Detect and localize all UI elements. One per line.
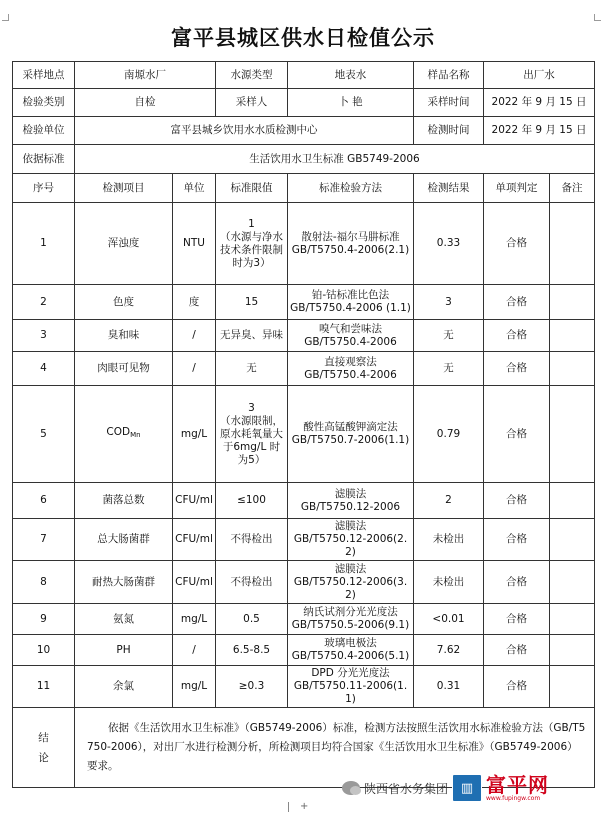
row-number: 5: [13, 386, 75, 483]
unit: /: [173, 320, 216, 352]
note: [550, 666, 595, 708]
sample-name-value: 出厂水: [484, 62, 595, 89]
info-row: [13, 145, 595, 174]
note: [550, 483, 595, 519]
info-row: [13, 117, 595, 145]
conclusion-text: 依据《生活饮用水卫生标准》（GB5749-2006）标准，检测方法按照生活饮用水标准检验方法（GB/T5750-2006），对出厂水进行检测分析，所检测项目均符合国家《生活饮用水卫生标准》（GB5749-2006）要求。: [75, 708, 595, 788]
test-item: 色度: [75, 285, 173, 320]
watermark: [342, 774, 549, 802]
row-number: 8: [13, 561, 75, 604]
test-method: 滤膜法 GB/T5750.12-2006: [288, 483, 414, 519]
sampler-value: 卜 艳: [288, 89, 414, 117]
sampling-time-value: 2022 年 9 月 15 日: [484, 89, 595, 117]
row-number: 6: [13, 483, 75, 519]
note: [550, 320, 595, 352]
standard-limit: 不得检出: [216, 561, 288, 604]
test-result: 未检出: [414, 561, 484, 604]
test-method: 铂-钴标准比色法 GB/T5750.4-2006 (1.1): [288, 285, 414, 320]
table-row: [13, 519, 595, 561]
test-result: 未检出: [414, 519, 484, 561]
note: [550, 635, 595, 666]
unit: 度: [173, 285, 216, 320]
note: [550, 386, 595, 483]
sample-name-label: 样品名称: [414, 62, 484, 89]
source-type-value: 地表水: [288, 62, 414, 89]
judgement: 合格: [484, 352, 550, 386]
table-row: [13, 203, 595, 285]
test-result: 无: [414, 352, 484, 386]
judgement: 合格: [484, 285, 550, 320]
sampler-label: 采样人: [216, 89, 288, 117]
test-method: DPD 分光光度法 GB/T5750.11-2006(1.1): [288, 666, 414, 708]
site-logo: [486, 772, 550, 802]
table-row: [13, 352, 595, 386]
test-category-value: 自检: [75, 89, 216, 117]
test-unit-value: 富平县城乡饮用水水质检测中心: [75, 117, 414, 145]
test-time-value: 2022 年 9 月 15 日: [484, 117, 595, 145]
row-number: 9: [13, 604, 75, 635]
test-item: 肉眼可见物: [75, 352, 173, 386]
unit: NTU: [173, 203, 216, 285]
test-item: 耐热大肠菌群: [75, 561, 173, 604]
judgement: 合格: [484, 604, 550, 635]
test-method: 散射法-福尔马肼标准 GB/T5750.4-2006(2.1): [288, 203, 414, 285]
table-row: [13, 561, 595, 604]
sampling-time-label: 采样时间: [414, 89, 484, 117]
site-logo-url: www.fupingw.com: [486, 794, 541, 802]
sampling-site-value: 南塬水厂: [75, 62, 216, 89]
standard-limit: 无: [216, 352, 288, 386]
info-row: [13, 62, 595, 89]
row-number: 2: [13, 285, 75, 320]
column-header: 检测项目: [75, 174, 173, 203]
test-item: 菌落总数: [75, 483, 173, 519]
judgement: 合格: [484, 635, 550, 666]
standard-limit: 1 （水源与净水技术条件限制时为3）: [216, 203, 288, 285]
source-type-label: 水源类型: [216, 62, 288, 89]
test-result: 0.31: [414, 666, 484, 708]
judgement: 合格: [484, 203, 550, 285]
test-item: PH: [75, 635, 173, 666]
unit: /: [173, 635, 216, 666]
conclusion-label-char: 结: [38, 731, 49, 744]
water-quality-table: [12, 61, 595, 788]
page-title: 富平县城区供水日检值公示: [171, 25, 435, 50]
add-icon[interactable]: +: [300, 801, 309, 812]
unit: CFU/ml: [173, 483, 216, 519]
test-result: 2: [414, 483, 484, 519]
table-row: [13, 285, 595, 320]
note: [550, 285, 595, 320]
test-item: 臭和味: [75, 320, 173, 352]
test-item-subscript: Mn: [130, 431, 141, 439]
column-header: 标准检验方法: [288, 174, 414, 203]
conclusion-label: [13, 708, 75, 788]
row-number: 1: [13, 203, 75, 285]
row-number: 7: [13, 519, 75, 561]
note: [550, 519, 595, 561]
table-row: [13, 666, 595, 708]
standard-limit: ≥0.3: [216, 666, 288, 708]
column-header-row: [13, 174, 595, 203]
judgement: 合格: [484, 666, 550, 708]
column-header: 标准限值: [216, 174, 288, 203]
column-header: 单项判定: [484, 174, 550, 203]
unit: CFU/ml: [173, 561, 216, 604]
standard-limit: ≤100: [216, 483, 288, 519]
wechat-icon: [342, 781, 360, 795]
sampling-site-label: 采样地点: [13, 62, 75, 89]
standard-limit: 不得检出: [216, 519, 288, 561]
test-item: 氨氮: [75, 604, 173, 635]
column-header: 单位: [173, 174, 216, 203]
watermark-source: 陕西省水务集团: [364, 781, 449, 796]
test-method: 纳氏试剂分光光度法 GB/T5750.5-2006(9.1): [288, 604, 414, 635]
column-header: 备注: [550, 174, 595, 203]
row-number: 11: [13, 666, 75, 708]
standard-limit: 0.5: [216, 604, 288, 635]
table-row: [13, 604, 595, 635]
note: [550, 561, 595, 604]
judgement: 合格: [484, 561, 550, 604]
standard-value: 生活饮用水卫生标准 GB5749-2006: [75, 145, 595, 174]
row-number: 4: [13, 352, 75, 386]
column-header: 检测结果: [414, 174, 484, 203]
test-method: 滤膜法 GB/T5750.12-2006(3.2): [288, 561, 414, 604]
test-item: 总大肠菌群: [75, 519, 173, 561]
page-marker: [288, 802, 289, 812]
standard-limit: 3 （水源限制，原水耗氧量大于6mg/L 时为5）: [216, 386, 288, 483]
page-corner-mark: [2, 14, 9, 21]
note: [550, 352, 595, 386]
test-result: 无: [414, 320, 484, 352]
building-icon: ▥: [452, 774, 482, 802]
test-unit-label: 检验单位: [13, 117, 75, 145]
conclusion-label-char: 论: [38, 751, 49, 764]
judgement: 合格: [484, 386, 550, 483]
unit: mg/L: [173, 386, 216, 483]
table-row: [13, 635, 595, 666]
row-number: 10: [13, 635, 75, 666]
table-row: [13, 320, 595, 352]
table-row: [13, 483, 595, 519]
test-item: [75, 386, 173, 483]
test-time-label: 检测时间: [414, 117, 484, 145]
column-header: 序号: [13, 174, 75, 203]
row-number: 3: [13, 320, 75, 352]
unit: mg/L: [173, 604, 216, 635]
test-item-main: COD: [106, 426, 131, 438]
test-result: 3: [414, 285, 484, 320]
test-method: 直接观察法 GB/T5750.4-2006: [288, 352, 414, 386]
standard-label: 依据标准: [13, 145, 75, 174]
test-method: 酸性高锰酸钾滴定法 GB/T5750.7-2006(1.1): [288, 386, 414, 483]
table-row: [13, 386, 595, 483]
test-method: 滤膜法 GB/T5750.12-2006(2.2): [288, 519, 414, 561]
note: [550, 203, 595, 285]
judgement: 合格: [484, 483, 550, 519]
standard-limit: 15: [216, 285, 288, 320]
unit: CFU/ml: [173, 519, 216, 561]
site-logo-text: 富平网: [486, 772, 550, 797]
note: [550, 604, 595, 635]
page-corner-mark: [594, 14, 601, 21]
info-row: [13, 89, 595, 117]
unit: mg/L: [173, 666, 216, 708]
standard-limit: 6.5-8.5: [216, 635, 288, 666]
standard-limit: 无异臭、异味: [216, 320, 288, 352]
test-method: 玻璃电极法 GB/T5750.4-2006(5.1): [288, 635, 414, 666]
test-result: 0.79: [414, 386, 484, 483]
judgement: 合格: [484, 320, 550, 352]
unit: /: [173, 352, 216, 386]
test-item: 浑浊度: [75, 203, 173, 285]
test-result: 0.33: [414, 203, 484, 285]
test-method: 嗅气和尝味法 GB/T5750.4-2006: [288, 320, 414, 352]
test-result: <0.01: [414, 604, 484, 635]
test-category-label: 检验类别: [13, 89, 75, 117]
judgement: 合格: [484, 519, 550, 561]
test-result: 7.62: [414, 635, 484, 666]
test-item: 余氯: [75, 666, 173, 708]
